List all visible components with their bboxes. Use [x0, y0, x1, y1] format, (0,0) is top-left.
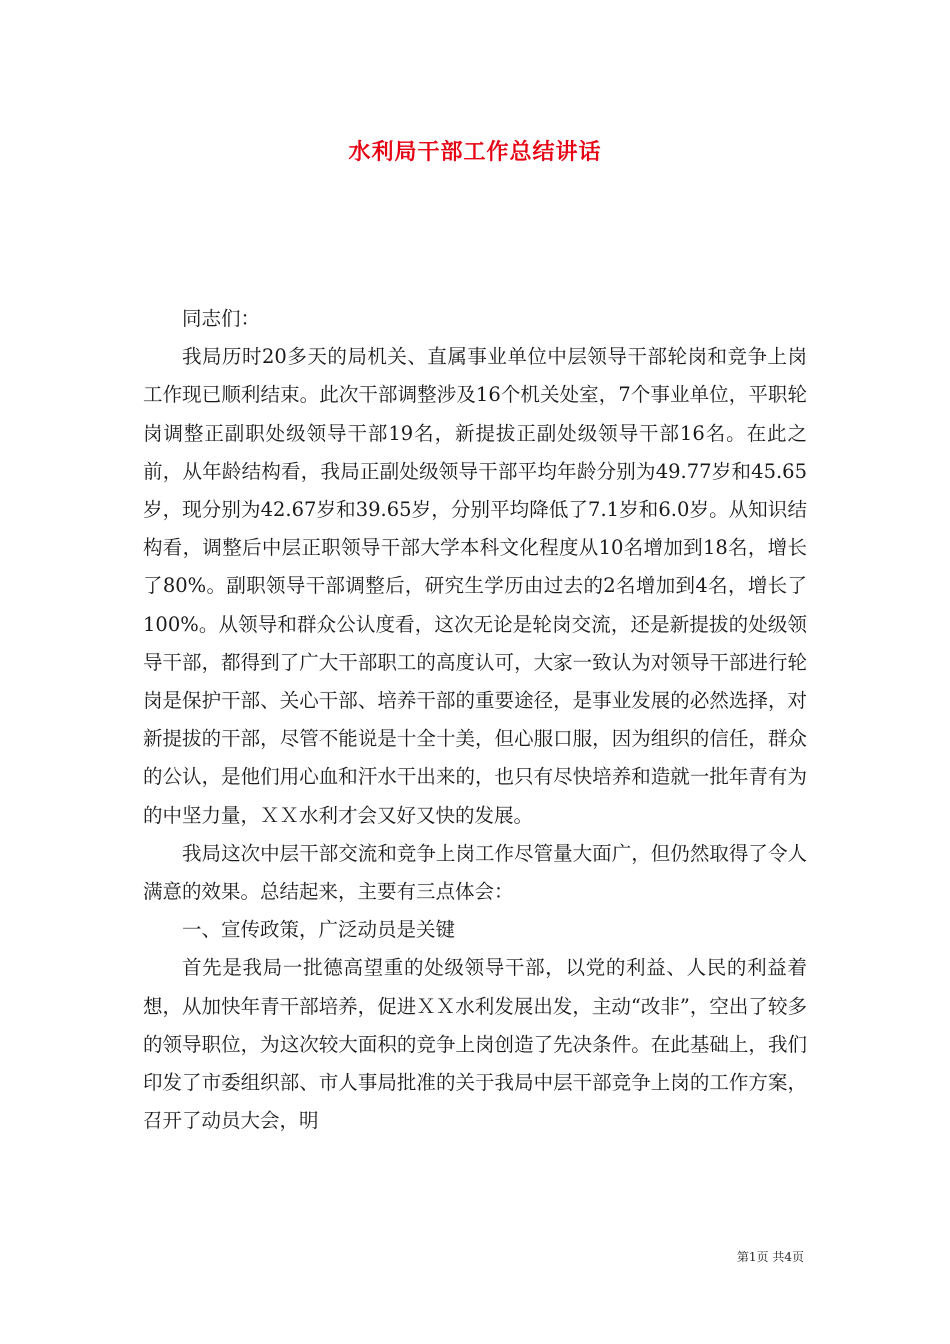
section-heading: 一、宣传政策，广泛动员是关键	[182, 918, 456, 942]
body-paragraph: 首先是我局一批德高望重的处级领导干部，以党的利益、人民的利益着想，从加快年青干部培养，促进ＸＸ水利发展出发，主动“改非”，空出了较多的领导职位，为这次较大面积的竞争上岗创造了先决条件。在此基础上，我们印发了市委组织部、市人事局批准的关于我局中层干部竞争上岗的工作方案，召开了动员大会，明	[143, 956, 807, 1133]
salutation-paragraph: 同志们：	[182, 307, 261, 330]
body-paragraph: 我局历时20多天的局机关、直属事业单位中层领导干部轮岗和竞争上岗工作现已顺利结束。此次干部调整涉及16个机关处室，7个事业单位，平职轮岗调整正副职处级领导干部19名，新提拔正副处级领导干部16名。在此之前，从年龄结构看，我局正副处级领导干部平均年龄分别为49.77岁和45.65岁，现分别为42.67岁和39.65岁，分别平均降低了7.1岁和6.0岁。从知识结构看，调整后中层正职领导干部大学本科文化程度从10名增加到18名，增长了80%。副职领导干部调整后，研究生学历由过去的2名增加到4名，增长了100%。从领导和群众公认度看，这次无论是轮岗交流，还是新提拔的处级领导干部，都得到了广大干部职工的高度认可，大家一致认为对领导干部进行轮岗是保护干部、关心干部、培养干部的重要途径，是事业发展的必然选择，对新提拔的干部，尽管不能说是十全十美，但心服口服，因为组织的信任，群众的公认，是他们用心血和汗水干出来的，也只有尽快培养和造就一批年青有为的中坚力量，ＸＸ水利才会又好又快的发展。	[143, 345, 807, 827]
document-title: 水利局干部工作总结讲话	[348, 139, 602, 165]
page-number: 第1页 共4页	[736, 1250, 804, 1264]
document-body	[143, 300, 807, 1140]
body-paragraph: 我局这次中层干部交流和竞争上岗工作尽管量大面广，但仍然取得了令人满意的效果。总结起来，主要有三点体会：	[143, 841, 807, 904]
